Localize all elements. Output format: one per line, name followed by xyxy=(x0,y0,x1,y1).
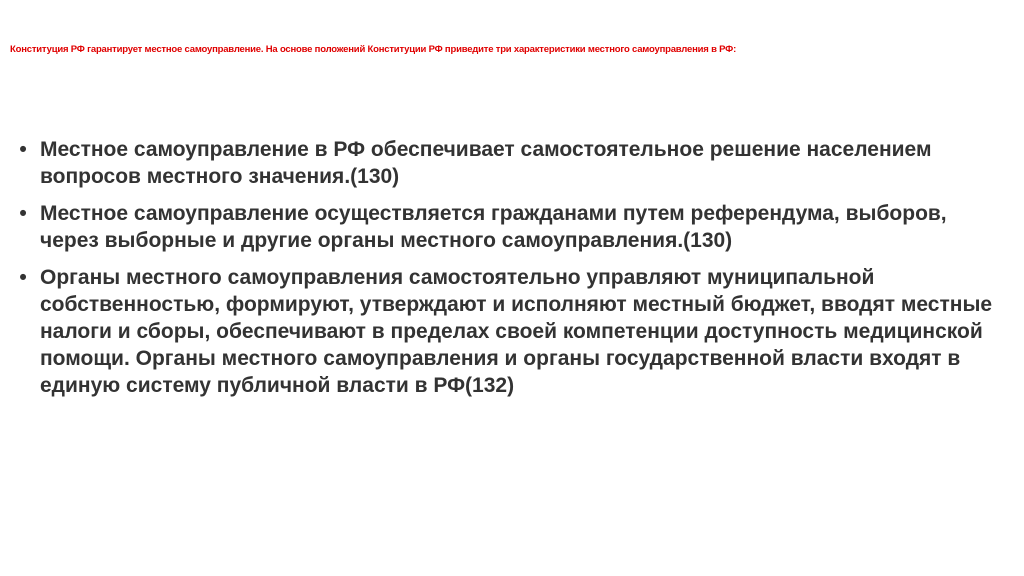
bullet-text: Местное самоуправление осуществляется гражданами путем референдума, выборов, через выборные и другие органы местного самоуправления.(130) xyxy=(40,202,947,252)
bullet-item-2 xyxy=(14,200,1004,254)
bullet-text: Местное самоуправление в РФ обеспечивает самостоятельное решение населением вопросов местного значения.(130) xyxy=(40,138,932,188)
slide-title: Конституция РФ гарантирует местное самоуправление. На основе положений Конституции РФ приведите три характеристики местного самоуправления в РФ: xyxy=(10,44,737,55)
bullet-item-1 xyxy=(14,136,1004,190)
bullet-list xyxy=(14,136,1004,409)
bullet-item-3 xyxy=(14,264,1004,399)
bullet-marker: • xyxy=(19,138,27,161)
bullet-marker: • xyxy=(19,266,27,289)
bullet-marker: • xyxy=(19,202,27,225)
bullet-text: Органы местного самоуправления самостоятельно управляют муниципальной собственностью, формируют, утверждают и исполняют местный бюджет, вводят местные налоги и сборы, обеспечивают в пределах своей компетенции доступность медицинской помощи. Органы местного самоуправления и органы государственной власти входят в единую систему публичной власти в РФ(132) xyxy=(40,266,993,397)
